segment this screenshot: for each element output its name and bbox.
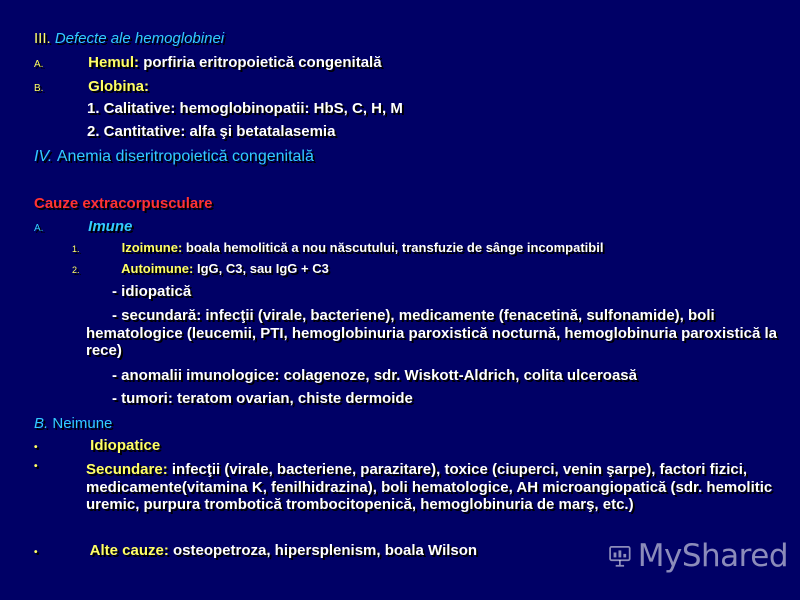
watermark xyxy=(608,536,788,576)
autoimmune-secondary: - secundară: infecţii (virale, bacteriene), medicamente (fenacetină, sulfonamide), boli hematologice (leucemii, PTI, hemoglobinuria paroxistică nocturnă, hemoglobinuria paroxistică la rece) xyxy=(86,307,777,359)
watermark-text: MyShared xyxy=(637,538,788,574)
nonimmune-bullet-3 xyxy=(34,542,477,559)
immune-item-1-marker: 1. xyxy=(72,244,80,254)
item-a-label: Hemul: xyxy=(88,54,140,71)
nonimmune-bullet-1 xyxy=(34,437,160,454)
bullet-3-text: osteopetroza, hipersplenism, boala Wilson xyxy=(173,542,478,559)
section-3-item-a xyxy=(34,54,382,71)
immune-item-1-label: Izoimune: xyxy=(121,240,183,255)
bullet-icon: • xyxy=(34,461,38,472)
section-3-heading xyxy=(34,30,224,47)
nonimmune-bullet-2 xyxy=(34,461,774,514)
extracorpuscular-title: Cauze extracorpusculare xyxy=(34,195,213,212)
bullet-2-text: infecţii (virale, bacteriene, parazitare), toxice (ciuperci, venin şarpe), factori fizici, medicamente(vitamina K, fenilhidrazina), boli hematologice, AH microangiopatică (sdr. hemolitic uremic, purpura trombotică trombocitopenică, hemoglobinuria de marş, etc.) xyxy=(86,461,773,513)
section-3-title: Defecte ale hemoglobinei xyxy=(54,30,225,47)
item-b-label: Globina: xyxy=(88,78,149,95)
bullet-2-label: Secundare: xyxy=(86,461,168,478)
nonimmune-heading xyxy=(34,415,112,432)
immune-label: Imune xyxy=(88,218,133,235)
item-a-text: porfiria eritropoietică congenitală xyxy=(143,54,382,71)
globin-sub-1: 1. Calitative: hemoglobinopatii: HbS, C, H, M xyxy=(87,100,403,117)
nonimmune-label: Neimune xyxy=(52,415,113,432)
presentation-board-icon xyxy=(608,539,632,573)
section-3-item-b xyxy=(34,78,149,95)
bullet-1-label: Idiopatice xyxy=(90,437,161,454)
bullet-icon: • xyxy=(34,547,38,558)
globin-sub-2: 2. Cantitative: alfa şi betatalasemia xyxy=(87,123,336,140)
section-3-prefix: III. xyxy=(34,30,51,47)
immune-item-2-label: Autoimune: xyxy=(121,261,194,276)
nonimmune-marker: B. xyxy=(34,415,49,432)
item-b-marker: B. xyxy=(34,83,44,94)
section-4-heading xyxy=(34,148,314,166)
immune-item-1 xyxy=(72,240,603,255)
bullet-3-label: Alte cauze: xyxy=(89,542,169,559)
immune-item-2-text: IgG, C3, sau IgG + C3 xyxy=(196,261,329,276)
immune-item-2 xyxy=(72,261,329,276)
immune-marker: A. xyxy=(34,223,44,234)
item-a-marker: A. xyxy=(34,59,44,70)
bullet-2-content xyxy=(86,461,776,514)
autoimmune-idiopathic: - idiopatică xyxy=(112,283,192,300)
immune-heading xyxy=(34,218,132,235)
autoimmune-immunologic: - anomalii imunologice: colagenoze, sdr. Wiskott-Aldrich, colita ulceroasă xyxy=(112,367,637,384)
immune-item-2-marker: 2. xyxy=(72,265,80,275)
autoimmune-tumors: - tumori: teratom ovarian, chiste dermoide xyxy=(112,390,413,407)
bullet-icon: • xyxy=(34,442,38,453)
section-4-title: Anemia diseritropoietică congenitală xyxy=(56,148,314,165)
immune-item-1-text: boala hemolitică a nou născutului, transfuzie de sânge incompatibil xyxy=(185,240,604,255)
section-4-prefix: IV. xyxy=(34,148,53,165)
